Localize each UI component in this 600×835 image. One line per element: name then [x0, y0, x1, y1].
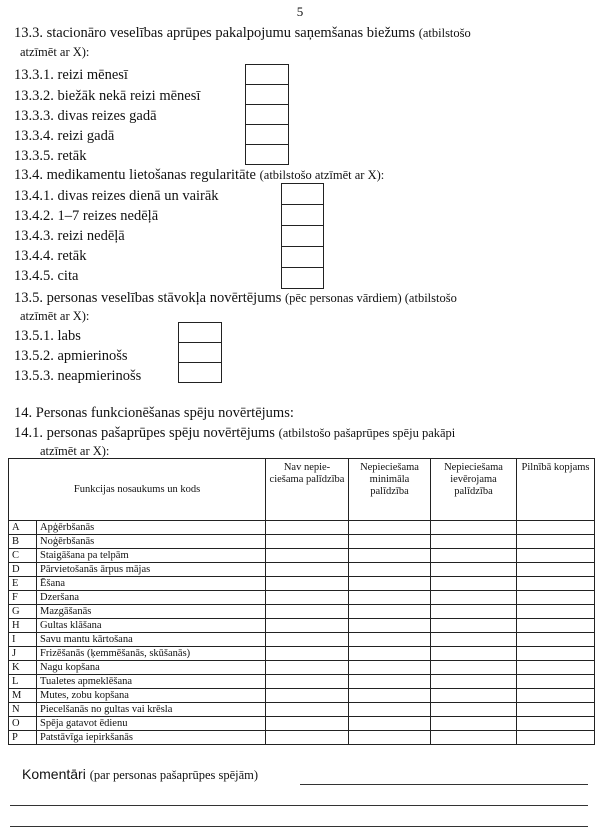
comment-line-3[interactable] [10, 826, 588, 827]
rating-cell[interactable] [349, 619, 431, 633]
table-row [9, 731, 595, 745]
rating-cell[interactable] [431, 717, 517, 731]
section-13-5-note: (pēc personas vārdiem) (atbilstošo [285, 291, 457, 305]
rating-cell[interactable] [517, 703, 595, 717]
rating-cell[interactable] [517, 647, 595, 661]
row-function-name: Savu mantu kārtošana [37, 633, 266, 647]
rating-cell[interactable] [431, 633, 517, 647]
option-13-4-3: 13.4.3. reizi nedēļā [14, 228, 125, 244]
self-care-table [8, 458, 595, 745]
col-header-full-care: Pilnībā kopjams [517, 459, 595, 521]
checkbox-13-3-5[interactable] [245, 144, 289, 165]
rating-cell[interactable] [517, 689, 595, 703]
rating-cell[interactable] [349, 521, 431, 535]
row-function-name: Patstāvīga iepirkšanās [37, 731, 266, 745]
table-row [9, 675, 595, 689]
option-13-3-5: 13.3.5. retāk [14, 148, 87, 164]
row-function-name: Mazgāšanās [37, 605, 266, 619]
rating-cell[interactable] [349, 647, 431, 661]
rating-cell[interactable] [349, 591, 431, 605]
table-row [9, 521, 595, 535]
row-code: F [9, 591, 37, 605]
rating-cell[interactable] [431, 521, 517, 535]
row-function-name: Staigāšana pa telpām [37, 549, 266, 563]
table-row [9, 619, 595, 633]
option-13-5-3: 13.5.3. neapmierinošs [14, 368, 142, 384]
comments-note: (par personas pašaprūpes spējām) [89, 768, 259, 782]
option-13-4-2: 13.4.2. 1–7 reizes nedēļā [14, 208, 159, 224]
col-header-significant-help: Nepieciešama ievērojama palīdzība [431, 459, 517, 521]
rating-cell[interactable] [517, 675, 595, 689]
row-code: K [9, 661, 37, 675]
rating-cell[interactable] [431, 647, 517, 661]
section-14-1-note-cont: atzīmēt ar X): [40, 444, 110, 458]
rating-cell[interactable] [431, 661, 517, 675]
rating-cell[interactable] [431, 605, 517, 619]
rating-cell[interactable] [349, 577, 431, 591]
row-code: H [9, 619, 37, 633]
table-row [9, 661, 595, 675]
option-13-4-1: 13.4.1. divas reizes dienā un vairāk [14, 188, 219, 204]
section-13-3-note: (atbilstošo [418, 26, 471, 40]
section-14-1-note: (atbilstošo pašaprūpes spēju pakāpi [278, 426, 456, 440]
section-14-title: 14. Personas funkcionēšanas spēju novērtējums: [14, 405, 294, 421]
rating-cell[interactable] [266, 647, 349, 661]
rating-cell[interactable] [517, 619, 595, 633]
rating-cell[interactable] [266, 717, 349, 731]
checkbox-13-4-3[interactable] [281, 225, 324, 247]
row-function-name: Nagu kopšana [37, 661, 266, 675]
rating-cell[interactable] [349, 689, 431, 703]
rating-cell[interactable] [431, 703, 517, 717]
row-code: I [9, 633, 37, 647]
table-row [9, 605, 595, 619]
rating-cell[interactable] [517, 577, 595, 591]
section-13-4-title: 13.4. medikamentu lietošanas regularitāte [14, 167, 256, 183]
checkbox-13-4-4[interactable] [281, 246, 324, 268]
section-13-5-heading [14, 289, 457, 307]
rating-cell[interactable] [349, 661, 431, 675]
rating-cell[interactable] [431, 549, 517, 563]
rating-cell[interactable] [431, 577, 517, 591]
rating-cell[interactable] [266, 563, 349, 577]
option-13-5-1: 13.5.1. labs [14, 328, 81, 344]
table-row [9, 549, 595, 563]
rating-cell[interactable] [266, 703, 349, 717]
checkbox-13-5-3[interactable] [178, 362, 222, 383]
col-header-minimal-help: Nepieciešama minimāla palīdzība [349, 459, 431, 521]
row-function-name: Apģērbšanās [37, 521, 266, 535]
rating-cell[interactable] [266, 689, 349, 703]
row-function-name: Frizēšanās (ķemmēšanās, skūšanās) [37, 647, 266, 661]
table-header-row [9, 459, 595, 521]
rating-cell[interactable] [517, 717, 595, 731]
row-function-name: Mutes, zobu kopšana [37, 689, 266, 703]
rating-cell[interactable] [266, 577, 349, 591]
rating-cell[interactable] [349, 535, 431, 549]
checkbox-13-3-2[interactable] [245, 84, 289, 105]
option-13-3-3: 13.3.3. divas reizes gadā [14, 108, 157, 124]
table-row [9, 535, 595, 549]
row-code: C [9, 549, 37, 563]
rating-cell[interactable] [517, 605, 595, 619]
section-13-5-title: 13.5. personas veselības stāvokļa novērtējums [14, 290, 282, 306]
row-function-name: Pārvietošanās ārpus mājas [37, 563, 266, 577]
rating-cell[interactable] [349, 633, 431, 647]
checkbox-13-3-4[interactable] [245, 124, 289, 145]
comments-label: Komentāri [22, 766, 86, 782]
row-code: O [9, 717, 37, 731]
comment-line-1[interactable] [300, 784, 588, 785]
row-code: B [9, 535, 37, 549]
rating-cell[interactable] [431, 619, 517, 633]
rating-cell[interactable] [431, 591, 517, 605]
col-header-function: Funkcijas nosaukums un kods [9, 459, 266, 521]
table-row [9, 633, 595, 647]
comment-line-2[interactable] [10, 805, 588, 806]
rating-cell[interactable] [266, 521, 349, 535]
rating-cell[interactable] [431, 675, 517, 689]
rating-cell[interactable] [266, 591, 349, 605]
rating-cell[interactable] [517, 731, 595, 745]
checkbox-13-4-5[interactable] [281, 267, 324, 289]
row-code: N [9, 703, 37, 717]
option-13-3-1: 13.3.1. reizi mēnesī [14, 67, 128, 83]
row-code: E [9, 577, 37, 591]
rating-cell[interactable] [517, 535, 595, 549]
row-function-name: Ēšana [37, 577, 266, 591]
section-13-3-title: 13.3. stacionāro veselības aprūpes pakalpojumu saņemšanas biežums [14, 25, 416, 41]
rating-cell[interactable] [266, 535, 349, 549]
rating-cell[interactable] [266, 661, 349, 675]
section-14-1-title: 14.1. personas pašaprūpes spēju novērtējums [14, 425, 275, 441]
rating-cell[interactable] [266, 731, 349, 745]
rating-cell[interactable] [266, 549, 349, 563]
row-function-name: Spēja gatavot ēdienu [37, 717, 266, 731]
rating-cell[interactable] [517, 563, 595, 577]
table-row [9, 647, 595, 661]
rating-cell[interactable] [349, 549, 431, 563]
rating-cell[interactable] [349, 731, 431, 745]
section-13-3-heading [14, 24, 471, 42]
section-13-4-heading [14, 166, 384, 184]
rating-cell[interactable] [266, 619, 349, 633]
row-code: M [9, 689, 37, 703]
table-row [9, 717, 595, 731]
option-13-5-2: 13.5.2. apmierinošs [14, 348, 128, 364]
option-13-4-5: 13.4.5. cita [14, 268, 79, 284]
row-function-name: Tualetes apmeklēšana [37, 675, 266, 689]
rating-cell[interactable] [349, 605, 431, 619]
rating-cell[interactable] [349, 717, 431, 731]
checkbox-13-5-2[interactable] [178, 342, 222, 363]
row-code: P [9, 731, 37, 745]
rating-cell[interactable] [517, 591, 595, 605]
row-code: L [9, 675, 37, 689]
rating-cell[interactable] [431, 731, 517, 745]
comments-heading [22, 766, 258, 783]
rating-cell[interactable] [517, 633, 595, 647]
rating-cell[interactable] [349, 563, 431, 577]
row-code: G [9, 605, 37, 619]
rating-cell[interactable] [517, 661, 595, 675]
page-number: 5 [296, 4, 304, 19]
checkbox-13-4-1[interactable] [281, 183, 324, 205]
section-13-4-note: (atbilstošo atzīmēt ar X): [259, 168, 385, 182]
rating-cell[interactable] [517, 521, 595, 535]
section-13-3-note-cont: atzīmēt ar X): [20, 45, 90, 59]
table-row [9, 563, 595, 577]
table-row [9, 577, 595, 591]
table-row [9, 591, 595, 605]
rating-cell[interactable] [266, 633, 349, 647]
table-row [9, 689, 595, 703]
table-row [9, 703, 595, 717]
checkbox-13-3-1[interactable] [245, 64, 289, 85]
row-function-name: Noģērbšanās [37, 535, 266, 549]
rating-cell[interactable] [517, 549, 595, 563]
rating-cell[interactable] [431, 689, 517, 703]
checkbox-13-3-3[interactable] [245, 104, 289, 125]
rating-cell[interactable] [431, 535, 517, 549]
section-13-5-note-cont: atzīmēt ar X): [20, 309, 90, 323]
row-code: D [9, 563, 37, 577]
col-header-no-help: Nav nepie-ciešama palīdzība [266, 459, 349, 521]
row-function-name: Dzeršana [37, 591, 266, 605]
row-code: J [9, 647, 37, 661]
rating-cell[interactable] [266, 675, 349, 689]
row-function-name: Gultas klāšana [37, 619, 266, 633]
rating-cell[interactable] [266, 605, 349, 619]
section-14-1-heading [14, 424, 455, 442]
option-13-3-4: 13.3.4. reizi gadā [14, 128, 115, 144]
row-function-name: Piecelšanās no gultas vai krēsla [37, 703, 266, 717]
option-13-3-2: 13.3.2. biežāk nekā reizi mēnesī [14, 88, 201, 104]
rating-cell[interactable] [349, 703, 431, 717]
checkbox-13-4-2[interactable] [281, 204, 324, 226]
checkbox-13-5-1[interactable] [178, 322, 222, 343]
option-13-4-4: 13.4.4. retāk [14, 248, 87, 264]
rating-cell[interactable] [431, 563, 517, 577]
rating-cell[interactable] [349, 675, 431, 689]
row-code: A [9, 521, 37, 535]
